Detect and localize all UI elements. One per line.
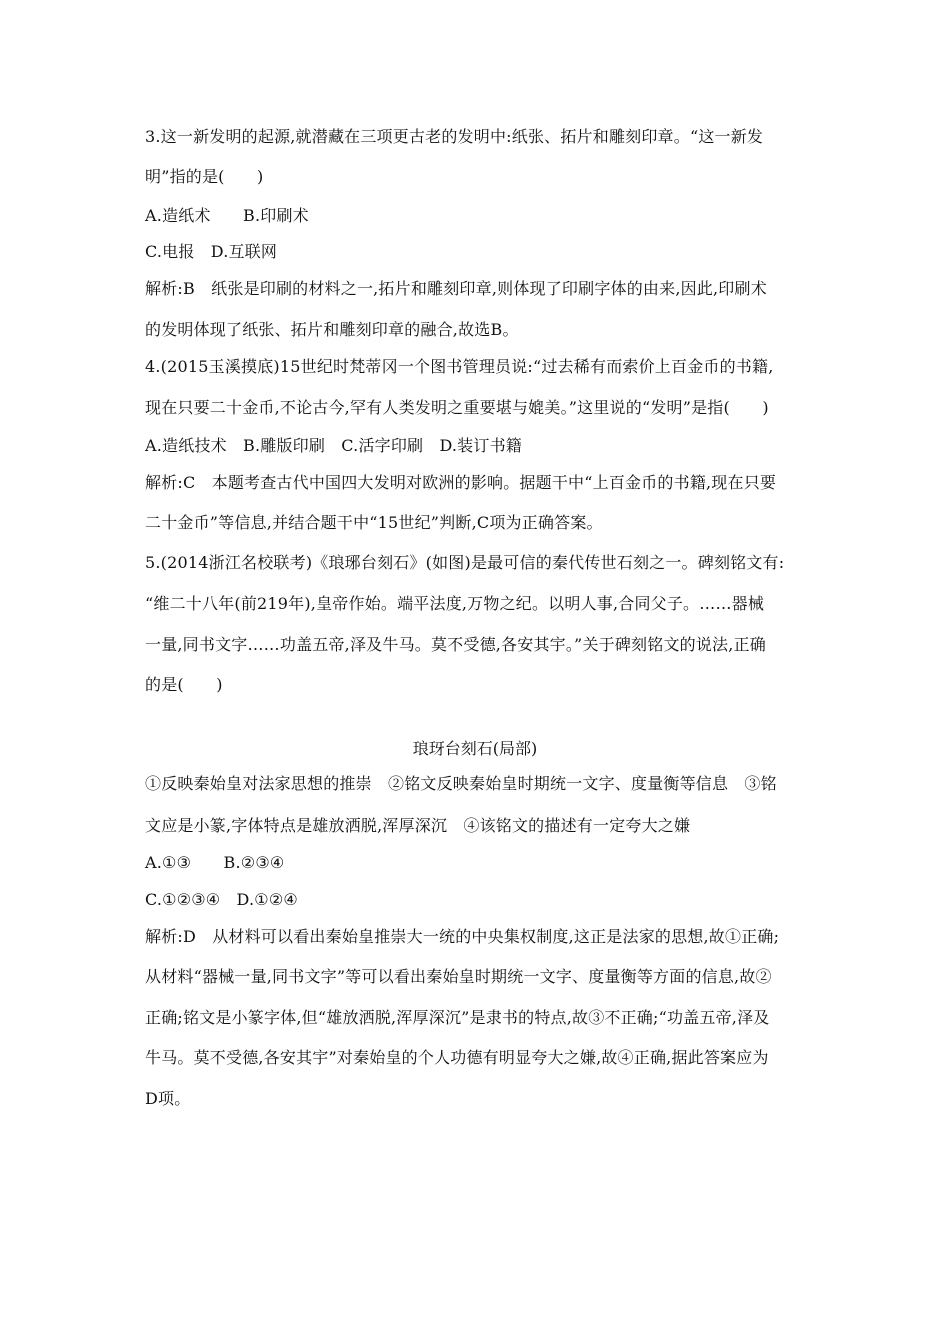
q4-options: A.造纸技术 B.雕版印刷 C.活字印刷 D.装订书籍 bbox=[145, 436, 522, 455]
q5-analysis-line1: 解析:D 从材料可以看出秦始皇推崇大一统的中央集权制度,这正是法家的思想,故①正确; bbox=[145, 927, 780, 946]
q4-stem-line2: 现在只要二十金币,不论古今,罕有人类发明之重要堪与媲美。”这里说的“发明”是指( ) bbox=[145, 398, 769, 417]
q3-options-cd: C.电报 D.互联网 bbox=[145, 242, 278, 261]
q4-analysis-line2: 二十金币”等信息,并结合题干中“15世纪”判断,C项为正确答案。 bbox=[145, 513, 603, 532]
q5-items-line1: ①反映秦始皇对法家思想的推崇 ②铭文反映秦始皇时期统一文字、度量衡等信息 ③铭 bbox=[145, 774, 777, 793]
q5-stem-line1: 5.(2014浙江名校联考)《琅琊台刻石》(如图)是最可信的秦代传世石刻之一。碑刻铭文有: bbox=[145, 553, 785, 572]
q5-items-line2: 文应是小篆,字体特点是雄放洒脱,浑厚深沉 ④该铭文的描述有一定夸大之嫌 bbox=[145, 816, 691, 835]
q5-stem-line4: 的是( ) bbox=[145, 675, 223, 694]
q5-stem-line3: 一量,同书文字……功盖五帝,泽及牛马。莫不受德,各安其宇。”关于碑刻铭文的说法,正确 bbox=[145, 635, 766, 654]
q5-options-cd: C.①②③④ D.①②④ bbox=[145, 890, 298, 909]
q5-analysis-line2: 从材料“器械一量,同书文字”等可以看出秦始皇时期统一文字、度量衡等方面的信息,故② bbox=[145, 967, 772, 986]
q3-stem-line1: 3.这一新发明的起源,就潜藏在三项更古老的发明中:纸张、拓片和雕刻印章。“这一新发 bbox=[145, 127, 764, 146]
q4-analysis-line1: 解析:C 本题考查古代中国四大发明对欧洲的影响。据题干中“上百金币的书籍,现在只要 bbox=[145, 473, 777, 492]
figure-caption: 琅玡台刻石(局部) bbox=[412, 739, 538, 758]
q3-analysis-line1: 解析:B 纸张是印刷的材料之一,拓片和雕刻印章,则体现了印刷字体的由来,因此,印刷术 bbox=[145, 279, 767, 298]
q4-stem-line1: 4.(2015玉溪摸底)15世纪时梵蒂冈一个图书管理员说:“过去稀有而索价上百金币的书籍, bbox=[145, 357, 774, 376]
q5-options-ab: A.①③ B.②③④ bbox=[145, 853, 285, 872]
q5-analysis-line3: 正确;铭文是小篆字体,但“雄放洒脱,浑厚深沉”是隶书的特点,故③不正确;“功盖五帝,泽及 bbox=[145, 1008, 770, 1027]
q3-options-ab: A.造纸术 B.印刷术 bbox=[145, 206, 309, 225]
q3-stem-line2: 明”指的是( ) bbox=[145, 167, 264, 186]
q3-analysis-line2: 的发明体现了纸张、拓片和雕刻印章的融合,故选B。 bbox=[145, 320, 519, 339]
q5-analysis-line5: D项。 bbox=[145, 1089, 191, 1108]
q5-stem-line2: “维二十八年(前219年),皇帝作始。端平法度,万物之纪。以明人事,合同父子。……器械 bbox=[145, 594, 765, 613]
q5-analysis-line4: 牛马。莫不受德,各安其宇”对秦始皇的个人功德有明显夸大之嫌,故④正确,据此答案应为 bbox=[145, 1048, 769, 1067]
